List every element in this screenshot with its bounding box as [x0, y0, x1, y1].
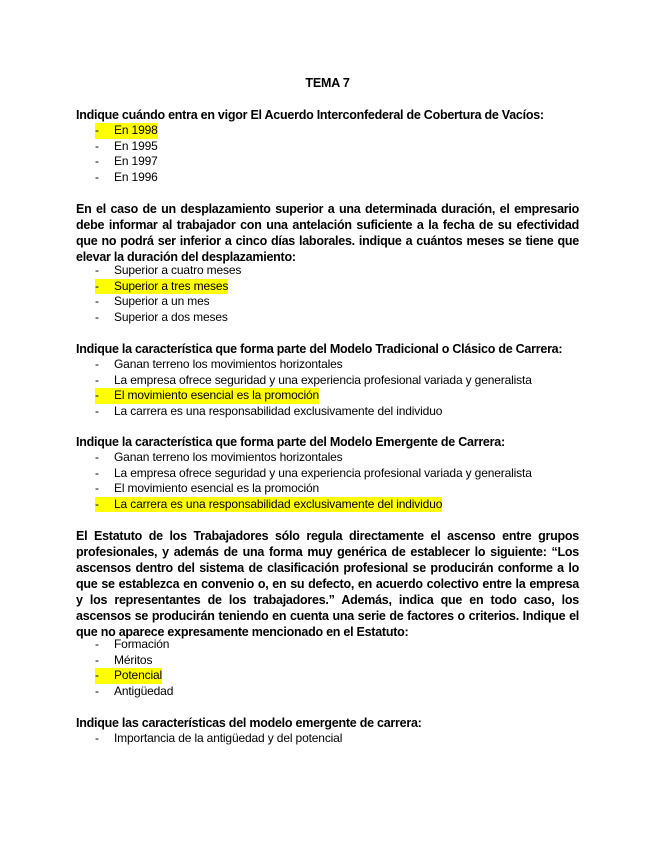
- bullet-dash: -: [95, 637, 99, 651]
- option: [76, 684, 596, 700]
- question-4-text: Indique la característica que forma parte del Modelo Emergente de Carrera:: [76, 435, 505, 449]
- option-text: Superior a cuatro meses: [114, 263, 242, 277]
- question-3-text: Indique la característica que forma parte del Modelo Tradicional o Clásico de Carrera:: [76, 342, 563, 356]
- question-1-options: [76, 123, 596, 185]
- option: [76, 373, 596, 389]
- bullet-dash: -: [95, 169, 99, 184]
- option-text: En 1996: [114, 169, 158, 184]
- bullet-dash: -: [95, 450, 99, 464]
- option: [76, 481, 596, 497]
- option: [76, 263, 596, 279]
- option-text: El movimiento esencial es la promoción: [114, 481, 320, 496]
- option: [76, 357, 596, 373]
- option: [76, 170, 596, 186]
- question-5-options: [76, 637, 596, 699]
- bullet-dash: -: [95, 481, 99, 496]
- page-title: TEMA 7: [305, 76, 350, 90]
- question-2-options: [76, 263, 596, 325]
- option: [76, 466, 596, 482]
- option-text: Superior a tres meses: [114, 278, 229, 293]
- option: [76, 154, 596, 170]
- option-text: Superior a dos meses: [114, 309, 228, 324]
- option-text: La empresa ofrece seguridad y una experiencia profesional variada y generalista: [114, 372, 532, 387]
- option-text: Ganan terreno los movimientos horizontales: [114, 357, 343, 371]
- option-text: La empresa ofrece seguridad y una experiencia profesional variada y generalista: [114, 465, 532, 480]
- bullet-dash: -: [95, 731, 99, 745]
- option-answer-highlighted: [76, 123, 596, 139]
- bullet-dash: -: [95, 263, 99, 277]
- option: [76, 310, 596, 326]
- bullet-dash: -: [95, 403, 99, 418]
- option-text: El movimiento esencial es la promoción: [114, 388, 320, 403]
- bullet-dash: -: [95, 294, 99, 309]
- question-1-text: Indique cuándo entra en vigor El Acuerdo Interconfederal de Cobertura de Vacíos:: [76, 108, 544, 122]
- option-text: En 1997: [114, 154, 158, 169]
- option-text: Superior a un mes: [114, 294, 210, 309]
- bullet-dash: -: [95, 668, 113, 684]
- option-answer-highlighted: [76, 388, 596, 404]
- question-2-text: En el caso de un desplazamiento superior a una determinada duración, el empresario debe informar al trabajador con una antelación suficiente a la fecha de su efectividad que no podrá ser inferior a cinco días laborales. indique a cuántos meses se tiene que elevar la duración del desplazamiento:: [76, 202, 579, 264]
- option-answer-highlighted: [76, 279, 596, 295]
- option: [76, 294, 596, 310]
- question-6-options: [76, 731, 596, 747]
- option-text: Importancia de la antigüedad y del potencial: [114, 731, 343, 745]
- bullet-dash: -: [95, 372, 99, 387]
- option-text: En 1995: [114, 138, 158, 153]
- option-text: Antigüedad: [114, 683, 174, 698]
- option: [76, 731, 596, 747]
- option-text: En 1998: [114, 123, 158, 137]
- option-text: Formación: [114, 637, 170, 651]
- question-6-text: Indique las características del modelo emergente de carrera:: [76, 716, 422, 730]
- option: [76, 653, 596, 669]
- bullet-dash: -: [95, 279, 113, 295]
- question-4-options: [76, 450, 596, 512]
- option-text: Méritos: [114, 652, 153, 667]
- option-text: Ganan terreno los movimientos horizontales: [114, 450, 343, 464]
- bullet-dash: -: [95, 497, 113, 513]
- option: [76, 637, 596, 653]
- question-5-text: El Estatuto de los Trabajadores sólo regula directamente el ascenso entre grupos profesionales, y además de una forma muy genérica de establecer lo siguiente: “Los ascensos dentro del sistema de clasificación profesional se producirán conforme a lo que se establezca en convenio o, en su defecto, en acuerdo colectivo entre la empresa y los representantes de los trabajadores.” Además, indica que en todo caso, los ascensos se producirán teniendo en cuenta una serie de factores o criterios. Indique el que no aparece expresamente mencionado en el Estatuto:: [76, 529, 579, 639]
- option-text: La carrera es una responsabilidad exclusivamente del individuo: [114, 496, 443, 511]
- bullet-dash: -: [95, 388, 113, 404]
- option-text: La carrera es una responsabilidad exclusivamente del individuo: [114, 403, 443, 418]
- bullet-dash: -: [95, 357, 99, 371]
- option-answer-highlighted: [76, 668, 596, 684]
- question-3-options: [76, 357, 596, 419]
- bullet-dash: -: [95, 465, 99, 480]
- bullet-dash: -: [95, 123, 113, 139]
- bullet-dash: -: [95, 309, 99, 324]
- option: [76, 139, 596, 155]
- bullet-dash: -: [95, 154, 99, 169]
- option-answer-highlighted: [76, 497, 596, 513]
- bullet-dash: -: [95, 138, 99, 153]
- bullet-dash: -: [95, 652, 99, 667]
- bullet-dash: -: [95, 683, 99, 698]
- option: [76, 404, 596, 420]
- option-text: Potencial: [114, 668, 163, 683]
- option: [76, 450, 596, 466]
